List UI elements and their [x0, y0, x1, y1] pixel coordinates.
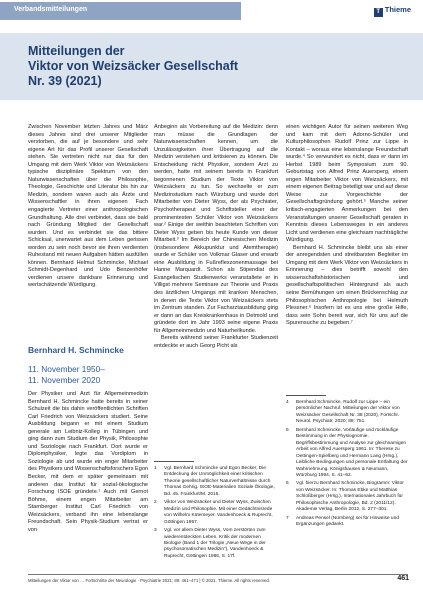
- footer-citation: Mitteilungen der Viktor von … Fortschritte der Neurologie · Psychiatrie 2021; 89: 461–471 | © 2021. Thieme. All rights reserved.: [28, 578, 271, 583]
- footnotes-column-3: [286, 400, 408, 531]
- column-2: [154, 124, 278, 350]
- title-line-2: Viktor von Weizsäcker Gesellschaft: [28, 59, 239, 73]
- publisher-logo: [374, 5, 411, 17]
- page-number: 461: [397, 575, 409, 582]
- footnote: 7 Andreas Pensel (Nürnberg) sei für Hinweise und Ergänzungen gedankt.: [286, 515, 399, 528]
- footnote-rule-col2: [154, 461, 194, 462]
- column-3-paragraph-2: Bernhard H. Schmincke bleibt uns als einer der anregendsten und streitbarsten Begleiter im Umgang mit dem Werk Viktor von Weizsäckers in Erinnerung – dies betrifft sowohl den wissenschaftshistorischen und gesellschaftspolitischen Hintergrund als auch seine Bemühungen um einen Brückenschlag zur Philosophischen Anthropologie bei Helmuth Plessner.⁶ Insofern ist es uns eine große Hilfe, dass sein Sohn bereit war, sich für uns auf die Spurensuche zu begeben.⁷: [286, 244, 408, 327]
- date-birth: 11. November 1950–: [28, 364, 105, 374]
- title-line-3: Nr. 39 (2021): [28, 74, 102, 88]
- footnote: 6 Vgl. hierzu Bernhard Schmincke, Biogramm: Viktor von Weizsäcker. In: Thomas Ebke und Matthias Schloßberger (Hrsg.), Internationales Jahrbuch für Philosophische Anthropologie, Bd. 2 (2011/12). Akademie Verlag, Berlin 2012, S. 277–301.: [286, 481, 404, 513]
- column-2-paragraph-2: Bereits während seiner Frankfurter Studienzeit entdeckte er auch Georg Picht als: [154, 335, 278, 349]
- column-3: [286, 124, 408, 328]
- obituary-dates: [28, 364, 105, 385]
- date-death: 11. November 2020: [28, 374, 101, 385]
- top-bar: [0, 0, 423, 25]
- footnote: 1 Vgl. Bernhard Schmincke und Egon Becker, Die Entdeckung der Unmöglichkeit einer kritischen Theorie gesellschaftlicher Naturverhältnisse durch Thomas Gehrig. ISOE-Materialien Soziale Ökologie, Bd. 45. Frankfurt/M. 2015.: [154, 466, 275, 497]
- biography-paragraph: Der Physiker und Arzt für Allgemeinmedizin Bernhard H. Schmincke hatte bereits in seiner Schulzeit die bis dahin veröffentlichten Schriften Carl Friedrich von Weizsäckers studiert. Seine Ausbildung begann er mit einem Studium generale am Leibniz-Kolleg in Tübingen und ging dann zum Studium der Physik, Philosophie und Soziologie nach Frankfurt. Dort wurde er Diplomphysiker, legte das Vordiplom in Soziologie ab und wurde ein enger Mitarbeiter des Physikers und Wissenschaftsforschers Egon Becker, mit dem er später gemeinsam mit anderen das Institut für sozial-ökologische Forschung ISOE gründete.¹ Auch mit Gernot Böhme, einem engen Mitarbeiter am Starnberger Institut Carl Friedrich von Weizsäckers, verband ihn eine lebenslange Freundschaft. Sein Physik-Studium vertrat er von: [28, 391, 148, 533]
- logo-mark-icon: T: [374, 8, 383, 17]
- intro-paragraph: Zwischen November letzten Jahres und März dieses Jahres sind drei unserer Mitglieder verstorben, die auf je besondere und sehr eigene Art für das Profil unserer Gesellschaft stehen. Sie vertreten nicht nur das für den Umgang mit dem Werk Viktor von Weizsäckers typische disziplinäre Spektrum von den Naturwissenschaften über die Philosophie, Theologie, Geschichte und Literatur bis hin zur Medizin, sondern waren auch als Ärzte und Wissenschaftler in ihren eigenen Fach engagierte Vertreter einer anthropologischen Grundhaltung. Alle drei verbindet, dass sie bald nach Gründung Mitglied der Gesellschaft wurden. Und es verbindet sie das bittere Schicksal, unerwartet aus dem Leben gerissen worden zu sein noch bevor sie ihren verdienten Ruhestand mit neuen Aufgaben hätten ausfüllen können. Bernhard Helmut Schmincke, Michael Schmidt-Degenhard und Udo Benzenhöfer verdienen unsere dankbare Erinnerung und wertschätzende Würdigung.: [28, 124, 148, 289]
- footer-rule: [28, 574, 408, 575]
- footnote: 3 Vgl. vor allem Dieter Wyss, Vom zerstörten zum wiederentdeckten Leben. Kritik der modernen Biologie (Band 1 der Trilogie „Neue Wege in der psychosomatischen Medizin“), Vandenhoeck & Ruprecht, Göttingen 1986, S. 17f.: [154, 528, 266, 559]
- column-1: [28, 124, 148, 290]
- page-title: [28, 44, 368, 89]
- footnote-rule-col3: [286, 395, 326, 396]
- column-1-lower: [28, 391, 148, 534]
- footnote: 5 Bernhard Schmincke, Vorläufige und rückläufige Bestimmung in der Physiognomie. Begriffsbestimmung und Analyse zur gleichnamigen Arbeit von Alfred Auersperg 1961. In: Therese zu Oettingen-Spielberg und Hermann Lang (Hrsg.), Leibliche Bedingungen und personale Entfaltung der Wahrnehmung. Königshausen & Neumann, Würzburg 1994, S. 41–62.: [286, 427, 408, 478]
- title-line-1: Mitteilungen der: [28, 44, 125, 58]
- obituary-heading: Bernhard H. Schmincke: [28, 345, 124, 355]
- footnote: 4 Bernhard Schmincke, Rudolf zur Lippe – ein persönlicher Nachruf. Mitteilungen der Viktor von Weizsäcker Gesellschaft Nr. 38 (2020), Fortschr. Neurol. Psychiatr. 2020; 88: 751.: [286, 400, 400, 425]
- column-3-paragraph-1: einen wichtigen Autor für seinen weiteren Weg und kam mit dem Adorno-Schüler und Kulturphilosophen Rudolf Prinz zur Lippe in Kontakt – woraus eine lebenslange Freundschaft wurde.⁴ So verwundert es nicht, dass er dann im Herbst 1989 beim Symposium zum 90. Geburtstag von Alfred Prinz Auersperg, einem engen Mitarbeiter Viktor von Weizsäckers, mit einem eigenen Beitrag beteiligt war und auf diese Weise zur Vorgeschichte der Gesellschaftsgründung gehört.⁵ Manche seiner kritisch-engagierten Anmerkungen bei den Veranstaltungen unserer Gesellschaft geraten in Kenntnis dieses Lebensweges in ein anderes Licht und verdienen eine gleichsam nachträgliche Würdigung.: [286, 124, 408, 244]
- section-label: Verbandsmitteilungen: [14, 6, 88, 13]
- title-box: [0, 33, 423, 100]
- footnotes-column-2: [154, 466, 278, 562]
- footnote: 2 Viktor von Weizsäcker und Dieter Wyss, Zwischen Medizin und Philosophie. Mit einer Gedächtnisrede von Wilhelm Kütemeyer. Vandenhoeck & Ruprecht, Göttingen 1957.: [154, 500, 273, 525]
- section-banner: [0, 2, 241, 20]
- logo-text: Thieme: [384, 5, 411, 14]
- column-2-paragraph-1: Anbeginn als Vorbereitung auf die Medizin: denn man müsse die Grundlagen der Naturwissenschaften kennen, um die Unzulässigkeiten ihrer Übertragung auf die Medizin verstehen und kritisieren zu können. Die Entscheidung nicht Physiker, sondern Arzt zu werden, hatte mit seinem bereits in Frankfurt begonnenen Studium der Texte Viktor von Weizsäckers zu tun. So wechselte er zum Medizinstudium nach Würzburg und wurde dort Mitarbeiter von Dieter Wyss, der als Psychiater, Psychotherapeut und Schriftsteller einer der prominentesten Schüler Viktor von Weizsäckers war.² Einige der weithin beachteten Schriften von Dieter Wyss geben bis heute Kunde von dieser Mitarbeit.³ Im Bereich der Chinesischen Medizin (insbesondere Akkupunktur und Atemtherapie) wurde er Schüler von Volkmar Glaser und erwarb eine Ausbildung in Fußreflexzonenmassage bei Hanne Marquardt. Schon als Stipendiat des Evangelischen Studienwerks veranstaltete er in Villigst mehrere Seminare zur Theorie und Praxis des ärztlichen Umgangs mit kranken Menschen, in denen die Texte Viktor von Weizsäckers stets im Zentrum standen. Zur Facharztausbildung ging er dann an das Kreiskrankenhaus in Detmold und gründete dort im Jahr 1993 seine eigene Praxis für Allgemeinmedizin und Naturheilkunde.: [154, 124, 278, 334]
